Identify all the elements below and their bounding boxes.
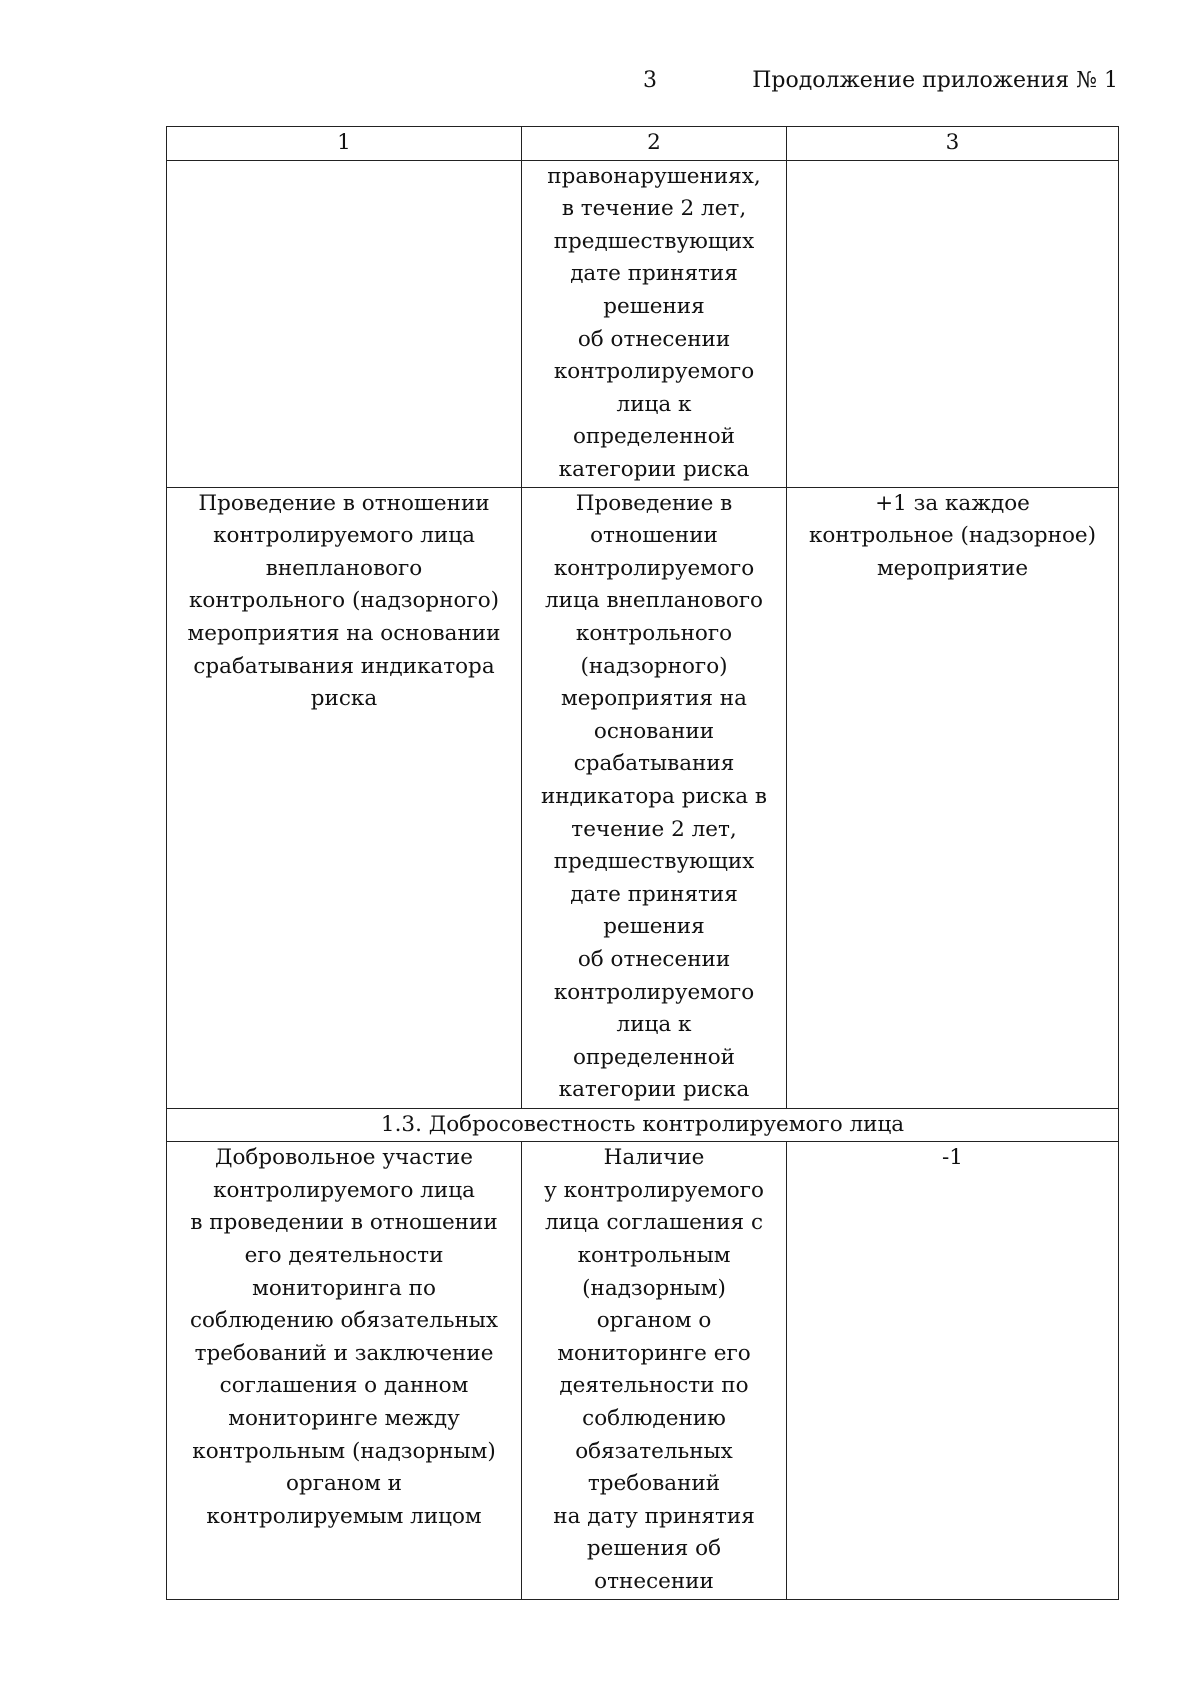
cell-text-line: +1 за каждое — [875, 490, 1030, 516]
column-number-1: 1 — [167, 127, 522, 161]
appendix-continuation-note: Продолжение приложения № 1 — [752, 68, 1118, 93]
cell-text-line: отношении — [590, 523, 718, 549]
cell-text-line: решения — [603, 914, 705, 940]
cell-text-line: соглашения о данном — [219, 1373, 469, 1399]
cell-text-line: на дату принятия — [553, 1503, 755, 1529]
table-row — [167, 1142, 1119, 1600]
cell-criterion — [167, 160, 522, 487]
cell-text-line: контролируемого — [553, 979, 755, 1005]
cell-text-line: предшествующих — [553, 228, 755, 254]
cell-text-line: Наличие — [603, 1145, 705, 1171]
table-row — [167, 487, 1119, 1108]
cell-text-line: отнесении — [594, 1568, 714, 1594]
cell-text-line: контрольное (надзорное) — [808, 523, 1097, 549]
cell-text-line: Проведение в — [575, 490, 733, 516]
table-header-row — [167, 127, 1119, 161]
cell-text-line: (надзорного) — [580, 653, 728, 679]
cell-text-line: лица к — [616, 1012, 692, 1038]
cell-text-line: мониторинге между — [228, 1405, 460, 1431]
cell-text-line: контролируемого лица — [213, 1177, 475, 1203]
cell-text-line: контролируемым лицом — [206, 1503, 482, 1529]
cell-text-line: контролируемого лица — [213, 523, 475, 549]
cell-text-line: его деятельности — [244, 1242, 444, 1268]
cell-text-line: индикатора риска в — [540, 783, 768, 809]
cell-text-line: требований — [587, 1471, 721, 1497]
cell-text-line: контролируемого — [553, 359, 755, 385]
cell-text-line: риска — [310, 686, 378, 712]
cell-text-line: дате принятия — [570, 881, 738, 907]
cell-condition — [522, 1142, 787, 1600]
cell-text-line: -1 — [942, 1145, 963, 1171]
cell-text-line: контролируемого — [553, 555, 755, 581]
cell-text-line: категории риска — [558, 1077, 750, 1103]
cell-text-line: Проведение в отношении — [198, 490, 490, 516]
cell-score — [787, 487, 1119, 1108]
cell-text-line: мероприятие — [876, 555, 1029, 581]
cell-criterion — [167, 1142, 522, 1600]
cell-text-line: об отнесении — [577, 946, 731, 972]
cell-text-line: основании — [593, 718, 715, 744]
cell-text-line: (надзорным) — [582, 1275, 726, 1301]
cell-text-line: мероприятия на — [561, 686, 747, 712]
cell-text-line: категории риска — [558, 456, 750, 482]
cell-condition — [522, 160, 787, 487]
cell-text-line: контрольным — [577, 1242, 731, 1268]
cell-text-line: мероприятия на основании — [187, 620, 501, 646]
table-row — [167, 160, 1119, 487]
cell-text-line: лица к — [616, 391, 692, 417]
cell-text-line: определенной — [572, 424, 736, 450]
cell-text-line: внепланового — [265, 555, 423, 581]
cell-text-line: у контролируемого — [544, 1177, 764, 1203]
cell-text-line: в течение 2 лет, — [561, 196, 747, 222]
cell-text-line: определенной — [572, 1044, 736, 1070]
cell-text-line: мониторинге его — [557, 1340, 751, 1366]
cell-score — [787, 160, 1119, 487]
page-number: 3 — [643, 68, 657, 93]
section-title: 1.3. Добросовестность контролируемого лица — [167, 1108, 1119, 1142]
cell-text-line: в проведении в отношении — [190, 1210, 498, 1236]
cell-text-line: срабатывания индикатора — [193, 653, 495, 679]
cell-text-line: контрольного (надзорного) — [188, 588, 500, 614]
cell-text-line: обязательных — [575, 1438, 733, 1464]
cell-text-line: предшествующих — [553, 849, 755, 875]
cell-score — [787, 1142, 1119, 1600]
column-number-3: 3 — [787, 127, 1119, 161]
column-number-2: 2 — [522, 127, 787, 161]
cell-text-line: органом о — [596, 1308, 712, 1334]
cell-text-line: решения — [603, 293, 705, 319]
cell-text-line: течение 2 лет, — [571, 816, 737, 842]
cell-text-line: решения об — [586, 1536, 722, 1562]
cell-text-line: контрольного — [575, 620, 733, 646]
cell-condition — [522, 487, 787, 1108]
cell-text-line: соблюдению — [582, 1405, 726, 1431]
cell-text-line: лица внепланового — [545, 588, 763, 614]
cell-text-line: дате принятия — [570, 261, 738, 287]
risk-indicator-table — [166, 126, 1119, 1600]
cell-text-line: срабатывания — [573, 751, 735, 777]
cell-text-line: органом и — [286, 1471, 402, 1497]
cell-text-line: правонарушениях, — [547, 163, 761, 189]
section-heading-row — [167, 1108, 1119, 1142]
cell-text-line: соблюдению обязательных — [189, 1308, 499, 1334]
cell-text-line: мониторинга по — [252, 1275, 436, 1301]
cell-text-line: Добровольное участие — [215, 1145, 473, 1171]
cell-criterion — [167, 487, 522, 1108]
cell-text-line: контрольным (надзорным) — [192, 1438, 496, 1464]
cell-text-line: деятельности по — [559, 1373, 749, 1399]
cell-text-line: требований и заключение — [194, 1340, 494, 1366]
cell-text-line: лица соглашения с — [544, 1210, 763, 1236]
cell-text-line: об отнесении — [577, 326, 731, 352]
